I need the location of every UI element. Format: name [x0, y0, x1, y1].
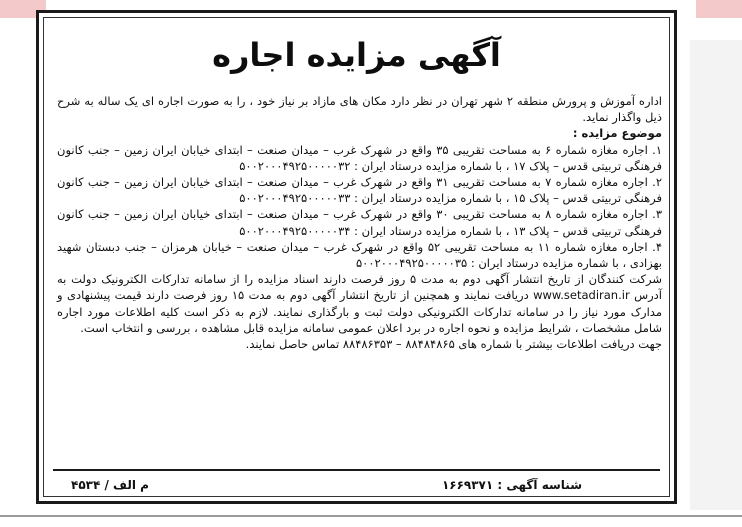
auction-item-1: ۱. اجاره مغازه شماره ۶ به مساحت تقریبی ۳۵ واقع در شهرک غرب – میدان صنعت – ابتدای خیابان ایران زمین – جنب کانون فرهنگی تربیتی قدس – پلاک ۱۷ ، با شماره مزایده درستاد ایران : ۵۰۰۲۰۰۰۴۹۲۵۰۰۰۰۰۳۲ — [57, 142, 663, 173]
ad-intro: اداره آموزش و پرورش منطقه ۲ شهر تهران در نظر دارد مکان های مازاد بر نیاز خود ، را به صورت اجاره ای یک ساله به شرح ذیل واگذار نماید. — [57, 94, 663, 125]
auction-item-4: ۴. اجاره مغازه شماره ۱۱ به مساحت تقریبی ۵۲ واقع در شهرک غرب – میدان صنعت – خیابان هرمزان – جنب دبستان شهید بهزادی ، با شماره مزایده درستاد ایران : ۵۰۰۲۰۰۰۴۹۲۵۰۰۰۰۰۳۵ — [57, 239, 662, 271]
right-margin-strip — [690, 40, 742, 510]
auction-item-2: ۲. اجاره مغازه شماره ۷ به مساحت تقریبی ۳۱ واقع در شهرک غرب – میدان صنعت – ابتدای خیابان ایران زمین – جنب کانون فرهنگی تربیتی قدس – پلاک ۱۵ ، با شماره مزایده درستاد ایران : ۵۰۰۲۰۰۰۴۹۲۵۰۰۰۰۰۳۳ — [57, 175, 663, 206]
decorative-red-block-right — [696, 0, 742, 18]
ad-title: آگهی مزایده اجاره — [212, 36, 501, 74]
advertisement-box — [36, 10, 677, 504]
ad-footer — [53, 469, 660, 499]
bottom-page-rule — [0, 515, 742, 517]
subject-heading: موضوع مزایده : — [572, 126, 662, 141]
ad-code: شناسه آگهی : ۱۶۶۹۳۷۱ — [441, 478, 582, 492]
participation-conditions: شرکت کنندگان از تاریخ انتشار آگهی دوم به مدت ۵ روز فرصت دارند اسناد مزایده را از سامانه تدارکات الکترونیک دولت به آدرس www.setadiran.ir دریافت نمایند و همچنین از تاریخ انتشار آگهی دوم به مدت ۱۵ روز فرصت دارند قیمت پیشنهادی و مدارک مورد نیاز را در سامانه تدارکات الکترونیکی دولت ثبت و بارگذاری نمایند. لازم به ذکر است کلیه اطلاعات مورد اجاره شامل مشخصات ، شرایط مزایده و نحوه اجاره در برد اعلان عمومی سامانه مزایده قابل مشاهده ، بررسی و انتخاب است. — [57, 272, 662, 335]
issue-code: م الف / ۴۵۳۴ — [71, 478, 149, 492]
ad-body — [57, 93, 662, 352]
auction-item-3: ۳. اجاره مغازه شماره ۸ به مساحت تقریبی ۳۰ واقع در شهرک غرب – میدان صنعت – ابتدای خیابان ایران زمین – جنب کانون فرهنگی تربیتی قدس – پلاک ۱۳ ، با شماره مزایده درستاد ایران : ۵۰۰۲۰۰۰۴۹۲۵۰۰۰۰۰۳۴ — [57, 207, 663, 238]
contact-info: جهت دریافت اطلاعات بیشتر با شماره های ۸۸۴۸۴۸۶۵ – ۸۸۴۸۶۳۵۳ تماس حاصل نمایند. — [245, 337, 662, 352]
